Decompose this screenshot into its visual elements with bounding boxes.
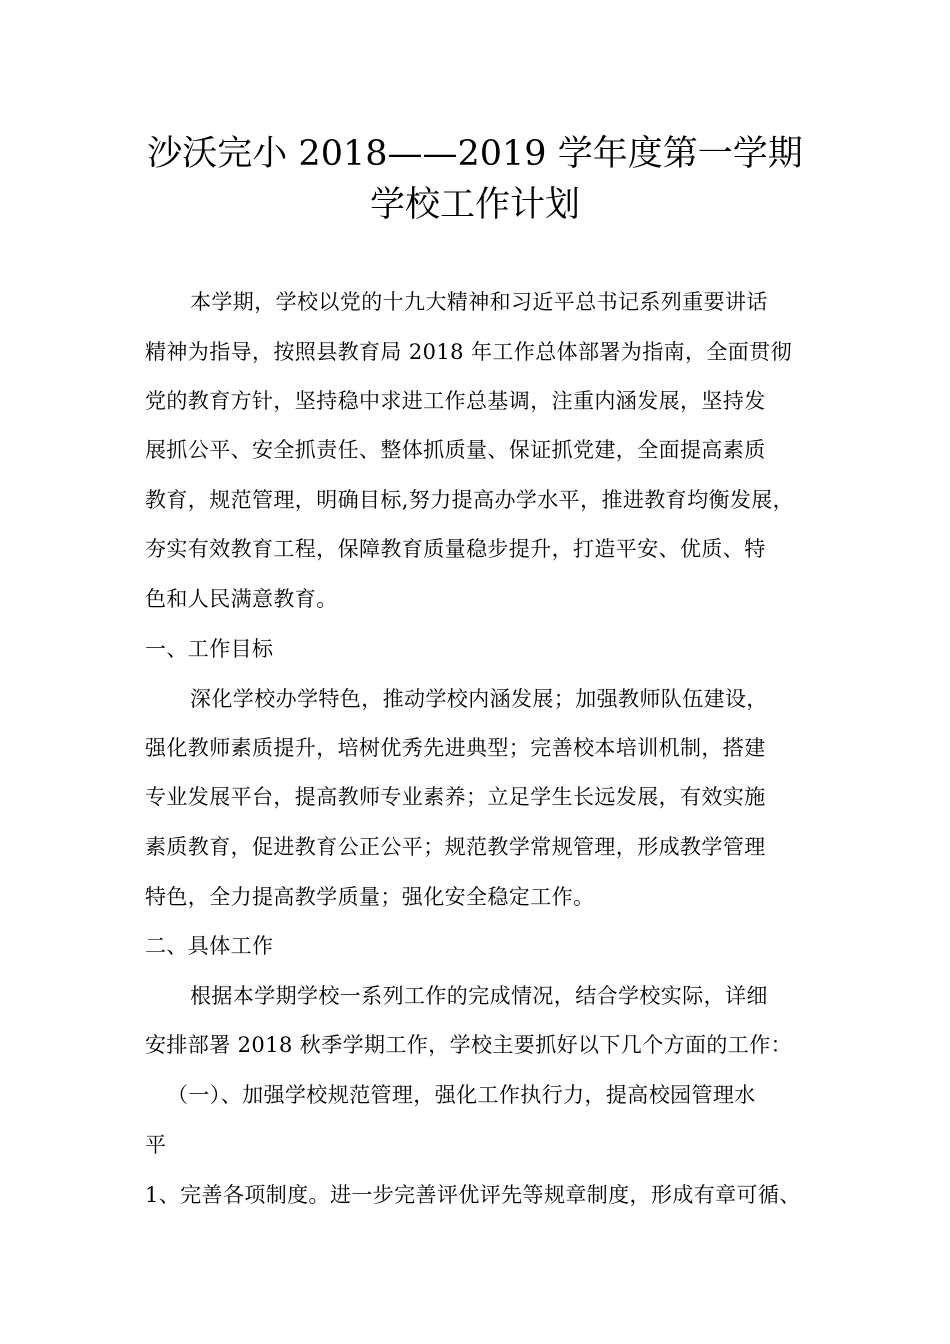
list-item-line: 1、完善各项制度。进一步完善评优评先等规章制度，形成有章可循、 xyxy=(145,1183,801,1207)
document-title-line1: 沙沃完小 2018——2019 学年度第一学期 xyxy=(147,134,803,174)
subsection-heading-line: 平 xyxy=(145,1133,167,1157)
goals-paragraph-line: 专业发展平台，提高教师专业素养；立足学生长远发展，有效实施 xyxy=(145,785,766,809)
section-heading-goals: 一、工作目标 xyxy=(145,637,274,661)
document-title-line2: 学校工作计划 xyxy=(369,185,580,225)
intro-paragraph-line: 夯实有效教育工程，保障教育质量稳步提升，打造平安、优质、特 xyxy=(145,537,766,561)
tasks-paragraph-line: 安排部署 2018 秋季学期工作，学校主要抓好以下几个方面的工作： xyxy=(145,1033,792,1057)
intro-paragraph-line: 本学期，学校以党的十九大精神和习近平总书记系列重要讲话 xyxy=(190,290,768,314)
intro-paragraph-line: 色和人民满意教育。 xyxy=(145,587,338,611)
intro-paragraph-line: 党的教育方针，坚持稳中求进工作总基调，注重内涵发展，坚持发 xyxy=(145,389,766,413)
goals-paragraph-line: 深化学校办学特色，推动学校内涵发展；加强教师队伍建设， xyxy=(190,687,768,711)
intro-paragraph-line: 教育，规范管理，明确目标,努力提高办学水平，推进教育均衡发展， xyxy=(145,488,795,512)
intro-paragraph-line: 展抓公平、安全抓责任、整体抓质量、保证抓党建，全面提高素质 xyxy=(145,438,766,462)
intro-paragraph-line: 精神为指导，按照县教育局 2018 年工作总体部署为指南，全面贯彻 xyxy=(145,340,792,364)
goals-paragraph-line: 特色，全力提高教学质量；强化安全稳定工作。 xyxy=(145,885,595,909)
section-heading-tasks: 二、具体工作 xyxy=(145,934,274,958)
goals-paragraph-line: 强化教师素质提升，培树优秀先进典型；完善校本培训机制，搭建 xyxy=(145,736,766,760)
tasks-paragraph-line: 根据本学期学校一系列工作的完成情况，结合学校实际，详细 xyxy=(190,984,768,1008)
subsection-heading-line: （一）、加强学校规范管理，强化工作执行力，提高校园管理水 xyxy=(167,1083,756,1107)
goals-paragraph-line: 素质教育，促进教育公正公平；规范教学常规管理，形成教学管理 xyxy=(145,835,766,859)
